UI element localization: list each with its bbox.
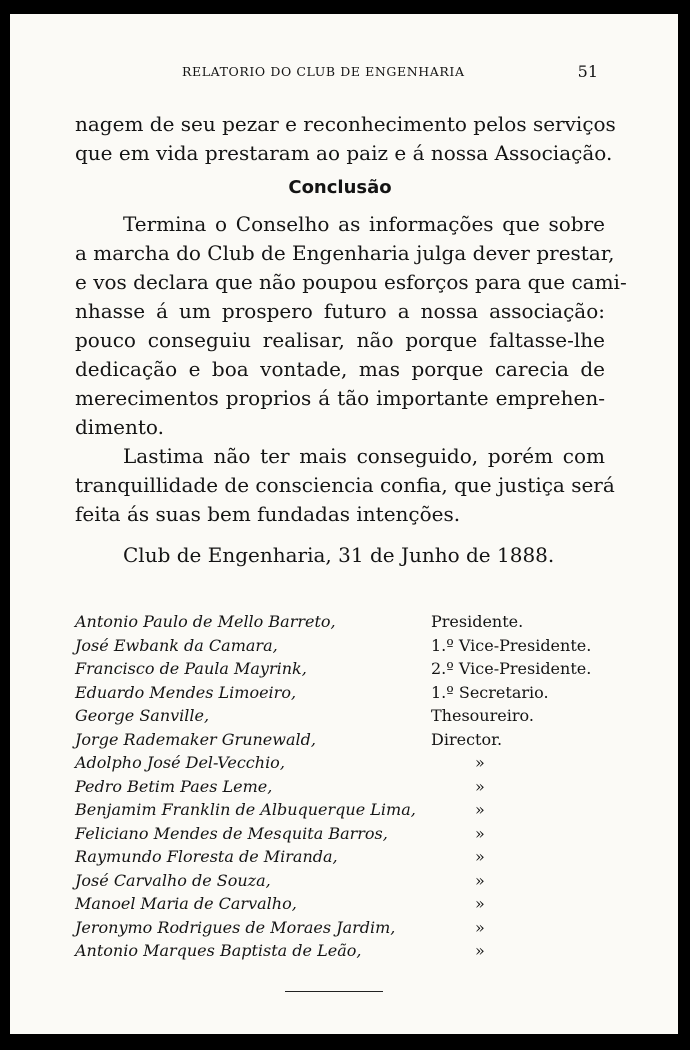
text-line: nagem de seu pezar e reconhecimento pelos serviços [75, 112, 616, 136]
text-line: pouco conseguiu realisar, não porque faltasse-lhe [75, 328, 605, 352]
closing-rule [285, 991, 383, 992]
signatory-name: Antonio Marques Baptista de Leão, [75, 941, 362, 960]
signatory-name: George Sanville, [75, 706, 210, 725]
signatory-name: Jorge Rademaker Grunewald, [75, 729, 316, 749]
ditto-mark: » [475, 800, 485, 819]
ditto-mark: » [475, 870, 485, 890]
signatory-name: Jeronymo Rodrigues de Moraes Jardim, [75, 917, 396, 937]
signatory-row [75, 892, 620, 916]
signatory-row [75, 822, 620, 846]
text-line: a marcha do Club de Engenharia julga dever prestar, [75, 241, 615, 265]
signatory-name: José Ewbank da Camara, [75, 635, 278, 655]
text-line: que em vida prestaram ao paiz e á nossa Associação. [75, 141, 613, 165]
signatory-row [75, 704, 620, 728]
signatory-row [75, 657, 620, 681]
signatory-role: 2.º Vice-Presidente. [431, 659, 592, 678]
text-line: dedicação e boa vontade, mas porque carecia de [75, 357, 605, 381]
signatory-role: Thesoureiro. [431, 706, 534, 725]
signatory-name: José Carvalho de Souza, [75, 870, 271, 890]
signatory-name: Pedro Betim Paes Leme, [75, 776, 273, 796]
signatory-row [75, 798, 620, 822]
signatory-row [75, 610, 620, 634]
ditto-mark: » [475, 776, 485, 796]
page-body [75, 110, 627, 570]
signatory-row [75, 775, 620, 799]
signatory-role: 1.º Secretario. [431, 682, 549, 702]
text-line: nhasse á um prospero futuro a nossa associação: [75, 299, 605, 323]
dateline: Club de Engenharia, 31 de Junho de 1888. [123, 543, 555, 567]
ditto-mark: » [475, 894, 485, 913]
text-line: Lastima não ter mais conseguido, porém com [123, 444, 605, 468]
section-heading: Conclusão [288, 177, 392, 198]
text-line: dimento. [75, 415, 164, 439]
signatory-row [75, 845, 620, 869]
signatory-name: Antonio Paulo de Mello Barreto, [75, 612, 336, 631]
signatory-row [75, 681, 620, 705]
signatory-row [75, 634, 620, 658]
ditto-mark: » [475, 847, 485, 866]
signatory-name: Manoel Maria de Carvalho, [75, 894, 297, 913]
signatory-list [75, 610, 620, 963]
signatory-name: Francisco de Paula Mayrink, [75, 659, 307, 678]
signatory-name: Feliciano Mendes de Mesquita Barros, [75, 823, 388, 843]
signatory-row [75, 939, 620, 963]
signatory-name: Benjamim Franklin de Albuquerque Lima, [75, 800, 416, 819]
signatory-row [75, 916, 620, 940]
signatory-role: 1.º Vice-Presidente. [431, 635, 592, 655]
ditto-mark: » [475, 917, 485, 937]
ditto-mark: » [475, 823, 485, 843]
text-line: merecimentos proprios á tão importante emprehen- [75, 386, 605, 410]
text-line: tranquillidade de consciencia confia, que justiça será [75, 473, 615, 497]
signatory-role: Presidente. [431, 612, 524, 631]
text-line: Termina o Conselho as informações que sobre [123, 212, 605, 236]
text-line: e vos declara que não poupou esforços para que cami- [75, 270, 627, 294]
text-line: feita ás suas bem fundadas intenções. [75, 502, 461, 526]
signatory-name: Raymundo Floresta de Miranda, [75, 847, 338, 866]
signatory-name: Adolpho José Del-Vecchio, [75, 753, 285, 772]
signatory-row [75, 869, 620, 893]
book-page [10, 14, 678, 1034]
signatory-row [75, 728, 620, 752]
ditto-mark: » [475, 753, 485, 772]
signatory-name: Eduardo Mendes Limoeiro, [75, 682, 297, 702]
page-header [10, 64, 678, 86]
page-number: 51 [577, 62, 598, 81]
ditto-mark: » [475, 941, 485, 960]
signatory-row [75, 751, 620, 775]
signatory-role: Director. [431, 729, 503, 749]
running-title: RELATORIO DO CLUB DE ENGENHARIA [182, 64, 465, 79]
